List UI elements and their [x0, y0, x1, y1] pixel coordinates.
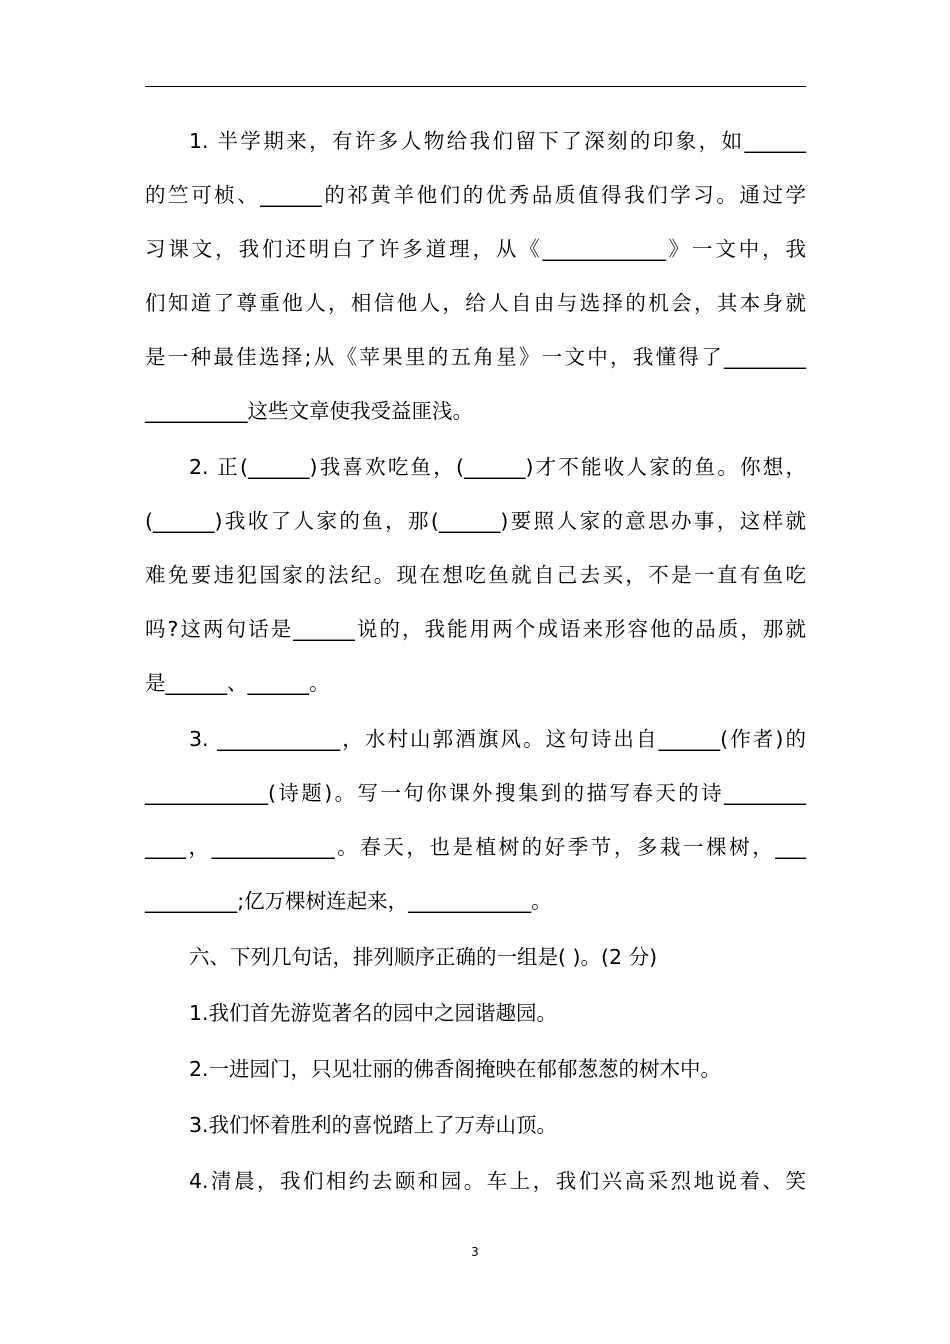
q3-line-1: 3. ____________，水村山郭酒旗风。这句诗出自______(作者)的	[189, 727, 806, 751]
q1-line-3: 习课文，我们还明白了许多道理，从《____________》一文中，我	[145, 237, 806, 261]
q1-line-2: 的竺可桢、______的祁黄羊他们的优秀品质值得我们学习。通过学	[145, 183, 806, 207]
top-rule	[145, 86, 806, 87]
q3-line-3: ____，____________。春天，也是植树的好季节，多栽一棵树，___	[145, 835, 806, 859]
q1-line-6: __________这些文章使我受益匪浅。	[145, 399, 473, 423]
q2-line-1: 2. 正(______)我喜欢吃鱼，(______)才不能收人家的鱼。你想，	[189, 455, 806, 479]
q1-line-1: 1. 半学期来，有许多人物给我们留下了深刻的印象，如______	[189, 129, 806, 153]
q2-line-4: 吗?这两句话是______说的，我能用两个成语来形容他的品质，那就	[145, 617, 806, 641]
q3-line-4: _________;亿万棵树连起来，____________。	[145, 889, 552, 913]
q2-line-3: 难免要违犯国家的法纪。现在想吃鱼就自己去买，不是一直有鱼吃	[145, 563, 806, 587]
sentence-3: 3.我们怀着胜利的喜悦踏上了万寿山顶。	[189, 1113, 558, 1137]
sentence-1: 1.我们首先游览著名的园中之园谐趣园。	[189, 1001, 558, 1025]
section-six-heading: 六、下列几句话，排列顺序正确的一组是( )。(2 分)	[189, 945, 658, 969]
q3-line-2: ____________(诗题)。写一句你课外搜集到的描写春天的诗________	[145, 781, 806, 805]
q1-line-4: 们知道了尊重他人，相信他人，给人自由与选择的机会，其本身就	[145, 291, 806, 315]
q2-line-2: (______)我收了人家的鱼，那(______)要照人家的意思办事，这样就	[145, 509, 806, 533]
q2-line-5: 是______、______。	[145, 671, 330, 695]
page-number: 3	[471, 1245, 479, 1259]
sentence-2: 2.一进园门，只见壮丽的佛香阁掩映在郁郁葱葱的树木中。	[189, 1057, 722, 1081]
q1-line-5: 是一种最佳选择;从《苹果里的五角星》一文中，我懂得了________	[145, 345, 806, 369]
sentence-4: 4.清晨，我们相约去颐和园。车上，我们兴高采烈地说着、笑	[189, 1169, 806, 1193]
